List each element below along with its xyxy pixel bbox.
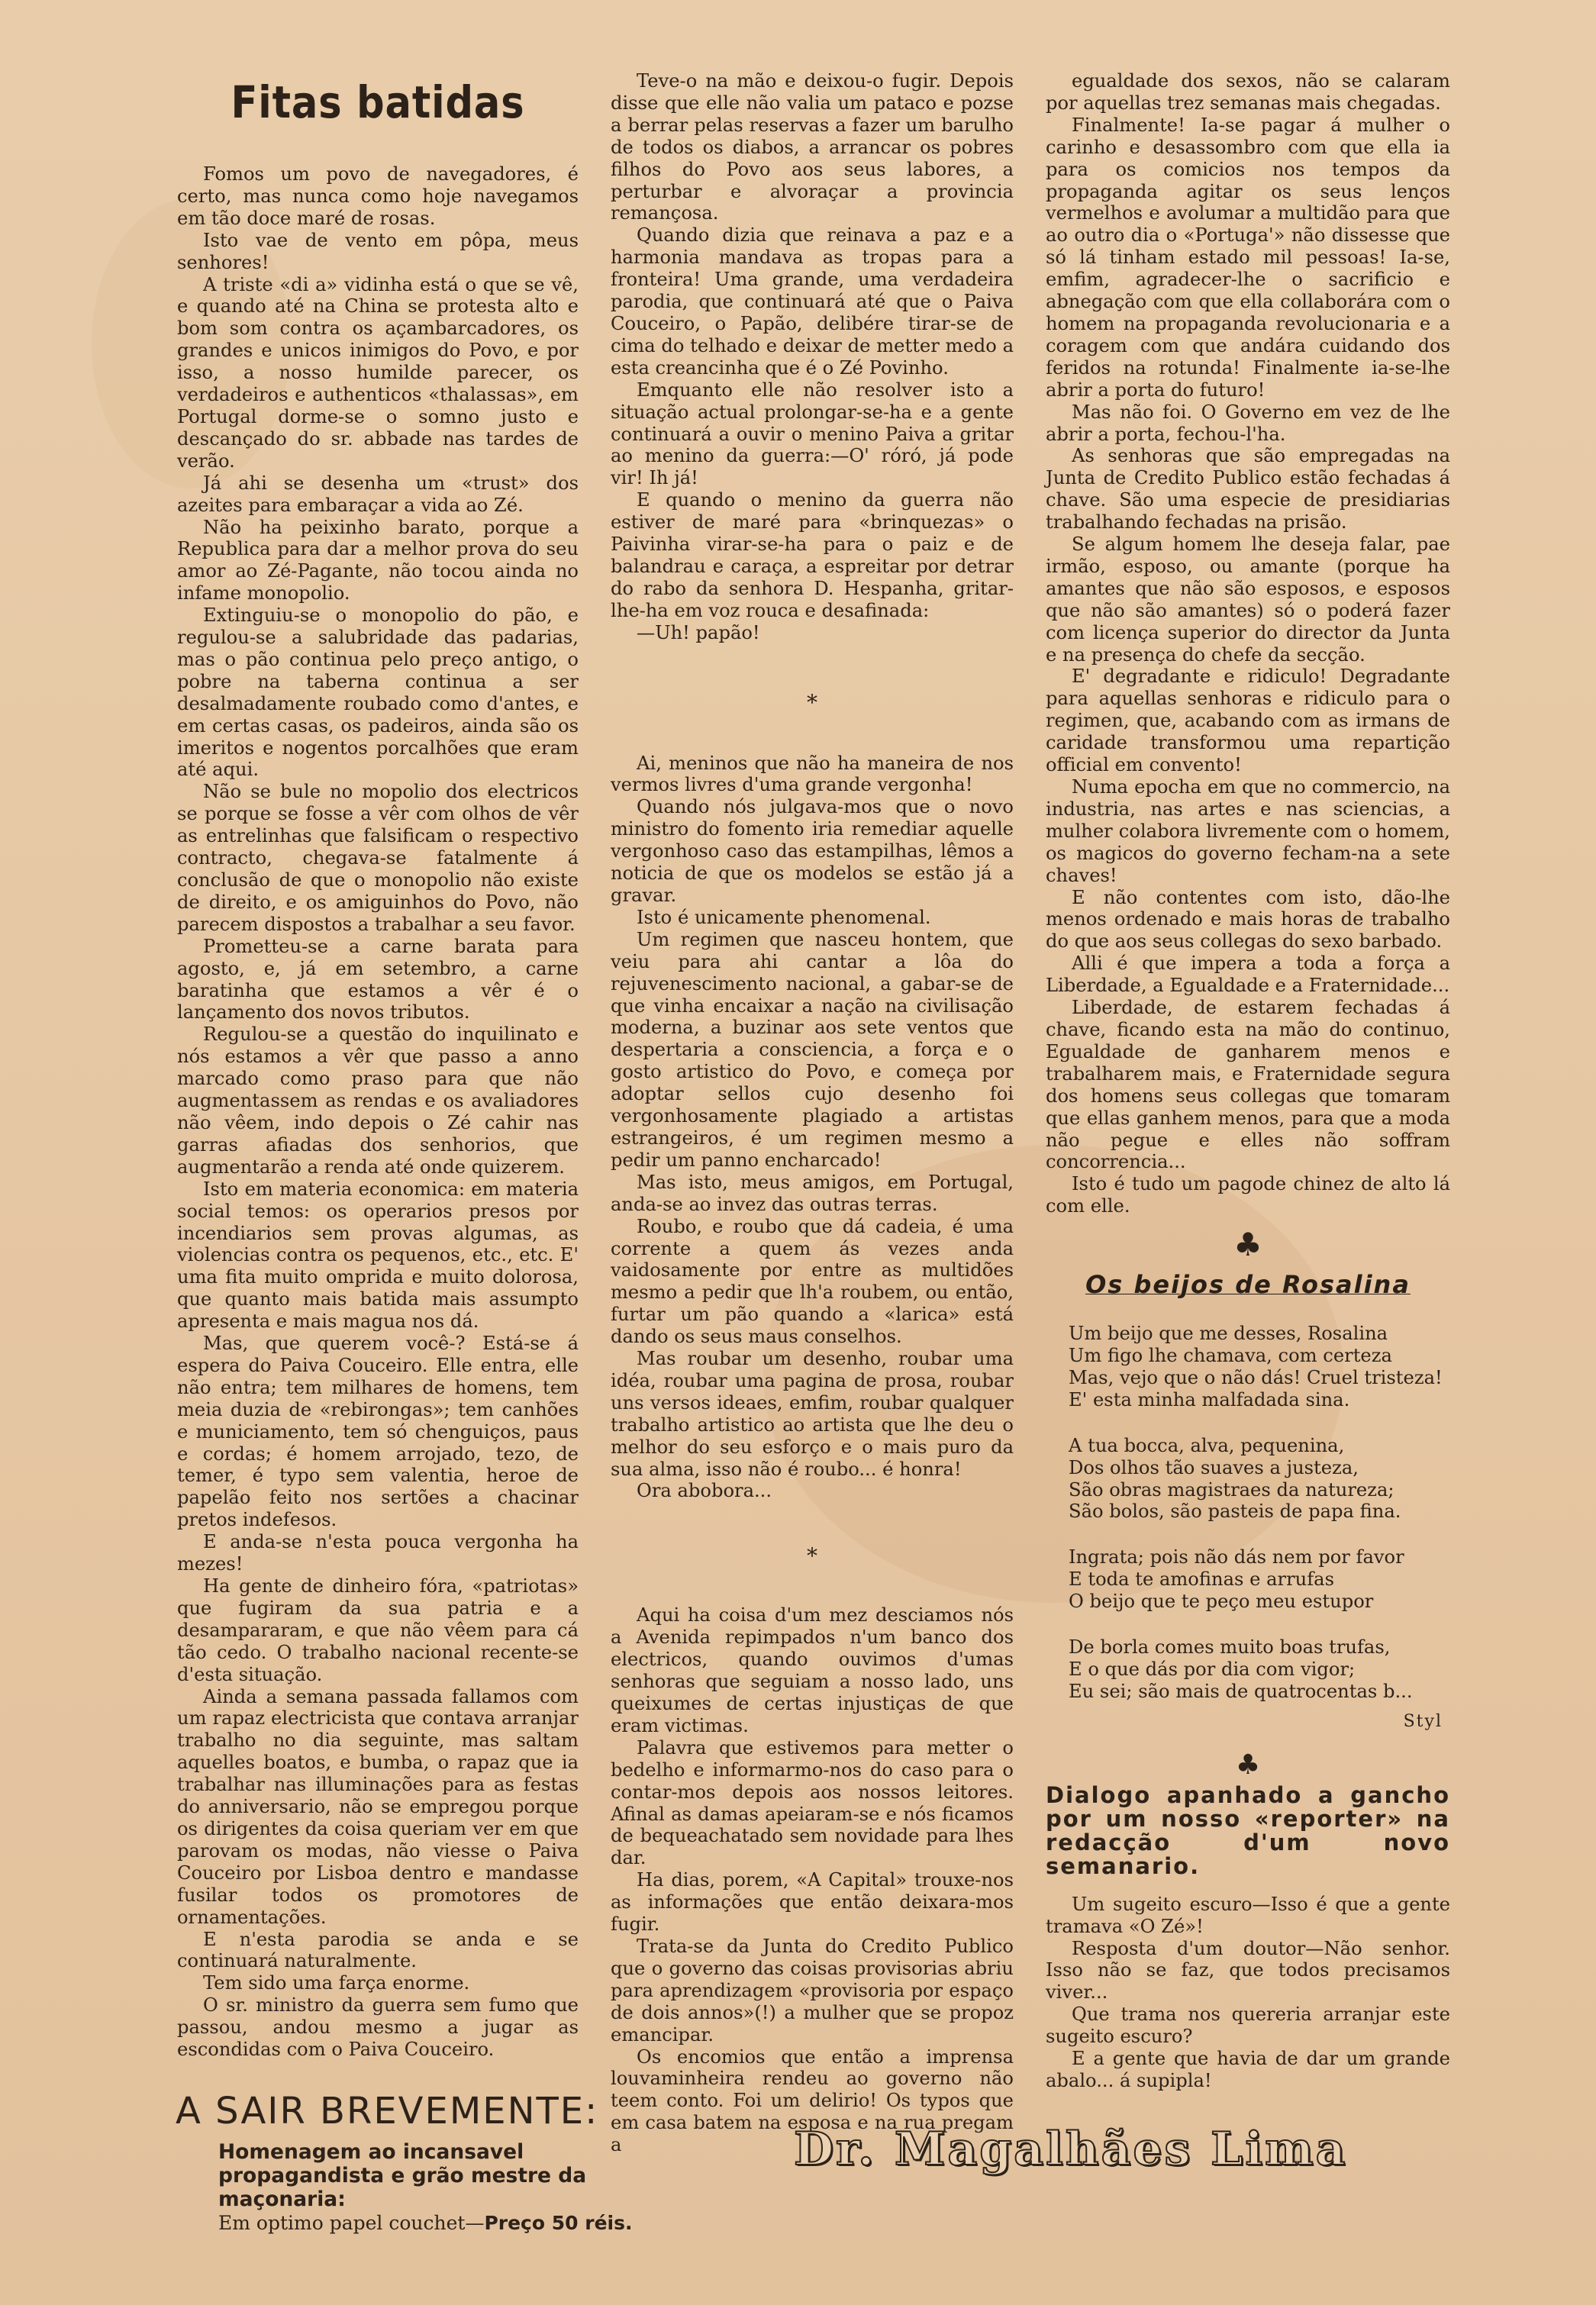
paragraph: Quando dizia que reinava a paz e a harmonia mandava as tropas para a fronteira! Uma grande, uma verdadeira parodia, que continuará até que o Paiva Couceiro, o Papão, delibére tirar-se de cima do telhado e deixar de metter medo a esta creancinha que é o Zé Povinho. — [611, 224, 1014, 379]
poem-stanza — [1069, 1323, 1450, 1411]
poem-line: De borla comes muito boas trufas, — [1069, 1636, 1391, 1659]
paragraph: Mas, que querem você-? Está-se á espera do Paiva Couceiro. Elle entra, elle não entra; tem milhares de homens, tem meia duzia de «rebirongas»; tem canhões e municiamento, tem só chenguiços, paus e cordas; é homem arrojado, tezo, de temer, é typo sem valentia, heroe de papelão feito nos sertões a chacinar pretos indefesos. — [177, 1333, 579, 1531]
poem-line: A tua bocca, alva, pequenina, — [1069, 1434, 1345, 1456]
paragraph: Emquanto elle não resolver isto a situação actual prolongar-se-ha e a gente continuará a ouvir o menino Paiva a gritar ao menino da guerra:—O' róró, já pode vir! Ih já! — [611, 379, 1014, 489]
paragraph: E anda-se n'esta pouca vergonha ha mezes! — [177, 1531, 579, 1575]
paragraph: Roubo, e roubo que dá cadeia, é uma corrente a quem ás vezes anda vaidosamente por entre as multidões mesmo a pedir que lh'a roubem, ou então, furtar um pão quando a «larica» está dando os seus maus conselhos. — [611, 1215, 1014, 1348]
paragraph: Já ahi se desenha um «trust» dos azeites para embaraçar a vida ao Zé. — [177, 472, 579, 516]
paragraph: Fomos um povo de navegadores, é certo, mas nunca como hoje navegamos em tão doce maré de rosas. — [177, 163, 579, 229]
dialogue-line: E a gente que havia de dar um grande abalo... á supipla! — [1046, 2048, 1450, 2091]
paragraph: —Uh! papão! — [637, 621, 760, 643]
paragraph: E' degradante e ridiculo! Degradante para aquellas senhoras e ridiculo para o regimen, que, acabando com as irmans de caridade transformou uma repartição official em convento! — [1046, 666, 1450, 776]
paragraph: Ha gente de dinheiro fóra, «patriotas» que fugiram da sua patria e a desampararam, e que não vêem para cá tão cedo. O trabalho nacional recente-se d'esta situação. — [177, 1575, 579, 1685]
paragraph: E quando o menino da guerra não estiver de maré para «brinquezas» o Paivinha virar-se-ha para o paiz e de balandrau e caraça, a espreitar por detrar do rabo da senhora D. Hespanha, gritar-lhe-ha em voz rouca e desafinada: — [611, 489, 1014, 621]
article-body-col2-part1 — [611, 70, 1014, 644]
poem-stanza — [1069, 1636, 1450, 1703]
poem-line: Dos olhos tão suaves a justeza, — [1069, 1456, 1359, 1478]
paragraph: A triste «di a» vidinha está o que se vê, e quando até na China se protesta alto e bom som contra os açambarcadores, os grandes e unicos inimigos do Povo, e por isso, a nosso humilde parecer, os verdadeiros e authenticos «thalassas», em Portugal dorme-se o somno justo e descançado do sr. abbade nas tardes de verão. — [177, 273, 579, 472]
paragraph: E não contentes com isto, dão-lhe menos ordenado e mais horas de trabalho do que aos seus collegas do sexo barbado. — [1046, 886, 1450, 953]
poem-author: Styl — [1403, 1711, 1443, 1731]
advert-name: Dr. Magalhães Lima — [794, 2123, 1348, 2176]
poem-line: E' esta minha malfadada sina. — [1069, 1388, 1350, 1410]
paragraph: Os encomios que então a imprensa louvaminheira rendeu ao governo não teem conto. Foi um delirio! Os typos que em casa batem na esposa e na rua pregam a — [611, 2045, 1014, 2156]
poem-line: São bolos, são pasteis de papa fina. — [1069, 1501, 1401, 1523]
advert-price: Preço 50 réis. — [484, 2212, 633, 2234]
paragraph: Isto vae de vento em pôpa, meus senhores! — [177, 229, 579, 273]
paragraph: Alli é que impera a toda a força a Liberdade, a Egualdade e a Fraternidade... — [1046, 953, 1450, 997]
poem-stanza — [1069, 1546, 1450, 1613]
paragraph: Numa epocha em que no commercio, na industria, nas artes e nas sciencias, a mulher colabora livremente com o homem, os magicos do governo fecham-na a sete chaves! — [1046, 776, 1450, 886]
paragraph: Mas roubar um desenho, roubar uma idéa, roubar uma pagina de prosa, roubar uns versos ideaes, emfim, roubar qualquer trabalho artistico ao artista que lhe deu o melhor do seu esforço e o mais puro da sua alma, isso não é roubo... é honra! — [611, 1348, 1014, 1480]
poem-line: Um figo lhe chamava, com certeza — [1069, 1345, 1392, 1367]
paragraph: Ora abobora... — [637, 1480, 772, 1502]
asterisk-separator: * — [807, 1543, 817, 1569]
paragraph: Mas não foi. O Governo em vez de lhe abrir a porta, fechou-l'ha. — [1046, 401, 1450, 445]
column-middle — [611, 70, 1014, 2156]
paragraph: Extinguiu-se o monopolio do pão, e regulou-se a salubridade das padarias, mas o pão continua pelo preço antigo, o pobre na taberna continua a ser desalmadamente roubado como d'antes, e em certas casas, os padeiros, ainda são os imeritos e nogentos porcalhões que eram até aqui. — [177, 604, 579, 781]
advert-heading: A SAIR BREVEMENTE: — [176, 2090, 599, 2133]
paragraph: Isto é unicamente phenomenal. — [637, 906, 931, 928]
paragraph: Tem sido uma farça enorme. — [203, 1972, 470, 1994]
asterisk-separator: * — [807, 689, 817, 715]
poem-stanza — [1069, 1435, 1450, 1523]
column-left — [177, 70, 579, 2061]
paragraph: Não ha peixinho barato, porque a Republica para dar a melhor prova do seu amor ao Zé-Pagante, não tocou ainda no infame monopolio. — [177, 516, 579, 604]
article-body-col3 — [1046, 70, 1450, 1217]
dialogue-line: Um sugeito escuro—Isso é que a gente tramava «O Zé»! — [1046, 1893, 1450, 1937]
poem-line: São obras magistraes da natureza; — [1069, 1478, 1394, 1501]
column-right — [1046, 70, 1450, 2092]
poem-body — [1046, 1323, 1450, 1703]
paragraph: E n'esta parodia se anda e se continuará naturalmente. — [177, 1928, 579, 1972]
poem-line: Eu sei; são mais de quatrocentas b... — [1069, 1680, 1413, 1702]
paragraph: As senhoras que são empregadas na Junta de Credito Publico estão fechadas á chave. São uma especie de presidiarias trabalhando fechadas na prisão. — [1046, 445, 1450, 534]
poem-line: E o que dás por dia com vigor; — [1069, 1659, 1356, 1680]
advert-price-line — [218, 2211, 692, 2235]
advert-block — [176, 2090, 1473, 2242]
paragraph: Se algum homem lhe deseja falar, pae irmão, esposo, ou amante (porque ha amantes que não são esposos, e esposos que não são amantes) só o poderá fazer com licença superior do director da Junta e na presença do chefe da secção. — [1046, 534, 1450, 666]
article-title: Fitas batidas — [231, 76, 525, 128]
advert-paper-text: Em optimo papel couchet— — [218, 2212, 485, 2234]
paragraph: Ha dias, porem, «A Capital» trouxe-nos as informações que então deixara-mos fugir. — [611, 1869, 1014, 1936]
club-ornament-icon: ♣ — [1235, 1749, 1261, 1781]
club-ornament-icon: ♣ — [1233, 1226, 1262, 1264]
paragraph: Ainda a semana passada fallamos com um rapaz electricista que contava arranjar trabalho no dia seguinte, mas saltam aquelles boatos, e bumba, o rapaz que ia trabalhar nas illuminações para as festas do anniversario, não se empregou porque os dirigentes da coisa queriam ver em que parovam os modas, não viesse o Paiva Couceiro por Lisboa dentro e mandasse fusilar todos os promotores de ornamentações. — [177, 1685, 579, 1928]
paragraph: Ai, meninos que não ha maneira de nos vermos livres d'uma grande vergonha! — [611, 752, 1014, 796]
dialogue-body — [1046, 1894, 1450, 2092]
paragraph: Teve-o na mão e deixou-o fugir. Depois disse que elle não valia um pataco e pozse a berrar pelas reservas a fazer um barulho de todos os diabos, a arrancar os pobres filhos do Povo aos seus labores, a perturbar e alvoraçar a provincia remançosa. — [611, 70, 1014, 224]
article-body-col2-part3 — [611, 1604, 1014, 2156]
paragraph: Não se bule no mopolio dos electricos se porque se fosse a vêr com olhos de vêr as entrelinhas que falsificam o respectivo contracto, chegava-se fatalmente á conclusão de que o monopolio não existe de direito, e os amiguinhos do Povo, não parecem dispostos a trabalhar a seu favor. — [177, 781, 579, 935]
poem-line: E toda te amofinas e arrufas — [1069, 1568, 1335, 1591]
article-body-col2-part2 — [611, 753, 1014, 1503]
paragraph: Isto em materia economica: em materia social temos: os operarios presos por incendiarios sem provas algumas, as violencias contra os pequenos, etc., etc. E' uma fita muito omprida e muito dolorosa, que quanto mais batida mais assumpto apresenta e mais magua nos dá. — [177, 1178, 579, 1333]
poem-title: Os beijos de Rosalina — [1085, 1270, 1411, 1300]
poem-line: Mas, vejo que o não dás! Cruel tristeza! — [1069, 1366, 1443, 1388]
poem-line: Ingrata; pois não dás nem por favor — [1069, 1546, 1404, 1568]
paragraph: Regulou-se a questão do inquilinato e nós estamos a vêr que passo a anno marcado como praso para que não augmentassem as rendas e os avaliadores não vêem, indo depois o Zé cahir nas garras afiadas dos senhorios, que augmentarão a renda até onde quizerem. — [177, 1024, 579, 1178]
paragraph: Mas isto, meus amigos, em Portugal, anda-se ao invez das outras terras. — [611, 1171, 1014, 1215]
dialogue-line: Resposta d'um doutor—Não senhor. Isso não se faz, que todos precisamos viver... — [1046, 1937, 1450, 2004]
paragraph: Aqui ha coisa d'um mez desciamos nós a Avenida repimpados n'um banco dos electricos, quando ouvimos d'umas senhoras que seguiam a nosso lado, uns queixumes de certas injustiças de que eram victimas. — [611, 1604, 1014, 1736]
paragraph: Um regimen que nasceu hontem, que veiu para ahi cantar a lôa do rejuvenescimento nacional, a gabar-se de que vinha encaixar a nação na civilisação moderna, a buzinar aos sete ventos que despertaria a consciencia, a força e o gosto artistico do Povo, e começa por adoptar sellos cujo desenho foi vergonhosamente plagiado a artistas estrangeiros, é um regimen mesmo a pedir um panno encharcado! — [611, 928, 1014, 1171]
paragraph: egualdade dos sexos, não se calaram por aquellas trez semanas mais chegadas. — [1046, 70, 1450, 114]
paragraph: Finalmente! Ia-se pagar á mulher o carinho e desassombro com que ella ia para os comicios nos tempos da propaganda agitar os seus lenços vermelhos e avolumar a multidão para que ao outro dia o «Portuga'» não dissesse que só lá tinham estado mil pessoas! Ia-se, emfim, agradecer-lhe o sacrificio e abnegação com que ella collaborára com o homem na propaganda revolucionaria e a coragem com que andára cuidando dos feridos na rotunda! Finalmente ia-se-lhe abrir a porta do futuro! — [1046, 114, 1450, 401]
poem-line: Um beijo que me desses, Rosalina — [1069, 1323, 1388, 1345]
dialogue-title: Dialogo apanhado a gancho por um nosso «reporter» na redacção d'um novo semanario. — [1046, 1781, 1450, 1879]
paragraph: Palavra que estivemos para metter o bedelho e informarmo-nos do caso para o contar-mos depois aos nossos leitores. Afinal as damas apeiaram-se e nós ficamos de bequeachatado sem novidade para lhes dar. — [611, 1736, 1014, 1869]
paragraph: Trata-se da Junta do Credito Publico que o governo das coisas provisorias abriu para aprendizagem «provisoria por espaço de dois annos»(!) a mulher que se propoz emancipar. — [611, 1935, 1014, 2045]
article-body-col1 — [177, 163, 579, 2061]
paragraph: Isto é tudo um pagode chinez de alto lá com elle. — [1046, 1173, 1450, 1217]
paragraph: O sr. ministro da guerra sem fumo que passou, andou mesmo a jugar as escondidas com o Paiva Couceiro. — [177, 1994, 579, 2061]
advert-subtitle — [218, 2140, 692, 2235]
advert-homage-text: Homenagem ao incansavel propagandista e grão mestre da maçonaria: — [218, 2140, 587, 2211]
paragraph: Liberdade, de estarem fechadas á chave, ficando esta na mão do continuo, Egualdade de ganharem menos e trabalharem mais, e Fraternidade segura dos homens seus collegas que tomaram que ellas ganhem menos, para que a moda não pegue e elles não soffram concorrencia... — [1046, 997, 1450, 1173]
paragraph: Quando nós julgava-mos que o novo ministro do fomento iria remediar aquelle vergonhoso caso das estampilhas, lêmos a noticia de que os modelos se estão já a gravar. — [611, 796, 1014, 906]
dialogue-line: Que trama nos quereria arranjar este sugeito escuro? — [1046, 2004, 1450, 2048]
poem-line: O beijo que te peço meu estupor — [1069, 1591, 1374, 1613]
paragraph: Prometteu-se a carne barata para agosto, e, já em setembro, a carne baratinha que estamos a vêr é o lançamento dos novos tributos. — [177, 935, 579, 1024]
